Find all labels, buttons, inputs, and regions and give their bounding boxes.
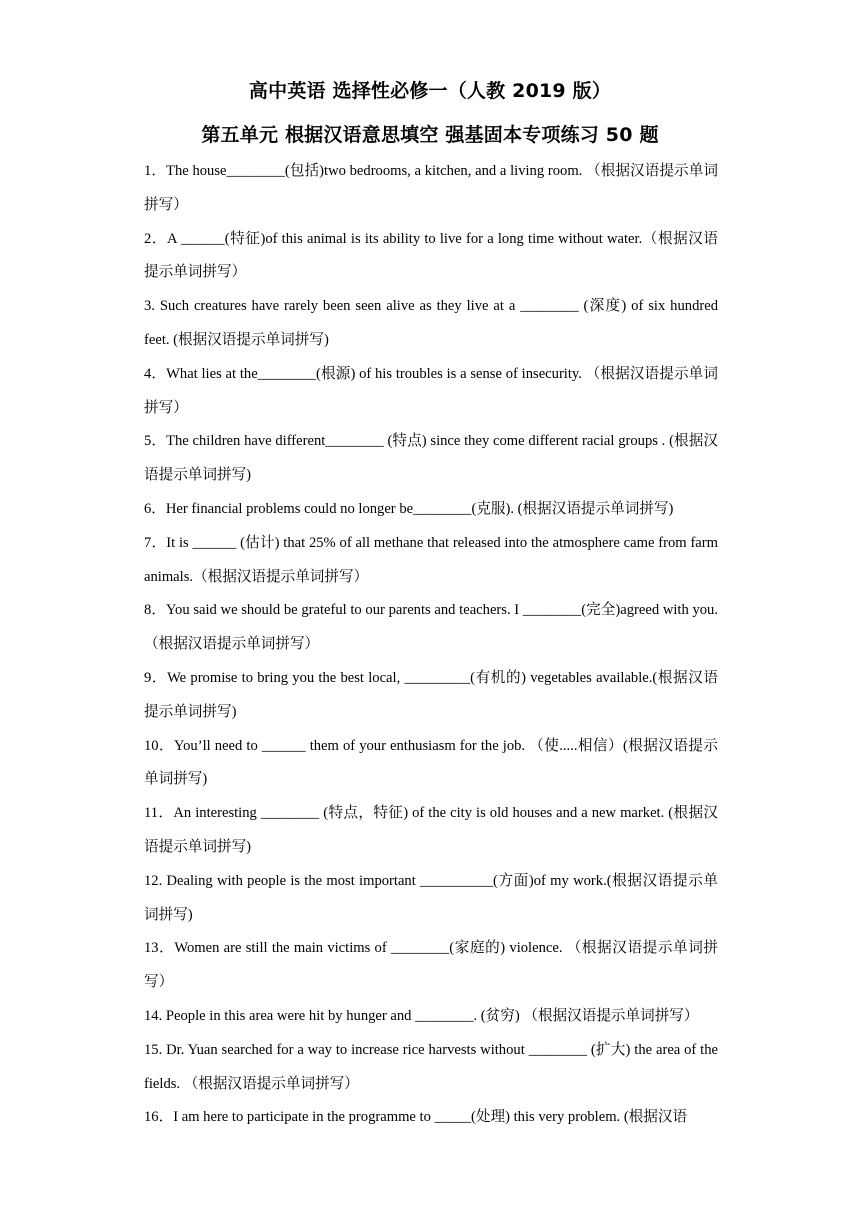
question-item: 6．Her financial problems could no longer be________(克服). (根据汉语提示单词拼写) xyxy=(144,500,674,517)
question-item: 15. Dr. Yuan searched for a way to increase rice harvests without ________ (扩大) the area of the fields. （根据汉语提示单词拼写） xyxy=(144,1041,718,1092)
question-item: 12. Dealing with people is the most important __________(方面)of my work.(根据汉语提示单词拼写) xyxy=(144,872,718,923)
question-item: 5．The children have different________ (特点) since they come different racial groups . (根据汉语提示单词拼写) xyxy=(144,433,718,484)
question-item: 2．A ______(特征)of this animal is its ability to live for a long time without water.（根据汉语提示单词拼写） xyxy=(144,230,718,281)
question-item: 8．You said we should be grateful to our parents and teachers. I ________(完全)agreed with you. （根据汉语提示单词拼写） xyxy=(144,602,718,653)
question-item: 3. Such creatures have rarely been seen alive as they live at a ________ (深度) of six hundred feet. (根据汉语提示单词拼写) xyxy=(144,298,718,348)
question-item: 13．Women are still the main victims of ________(家庭的) violence. （根据汉语提示单词拼写） xyxy=(144,940,718,991)
document-title: 高中英语 选择性必修一（人教 2019 版） xyxy=(248,80,612,102)
document-subtitle: 第五单元 根据汉语意思填空 强基固本专项练习 50 题 xyxy=(201,124,659,146)
question-item: 7．It is ______ (估计) that 25% of all methane that released into the atmosphere came from farm animals.（根据汉语提示单词拼写） xyxy=(144,534,718,585)
question-item: 16．I am here to participate in the programme to _____(处理) this very problem. (根据汉语 xyxy=(144,1109,688,1126)
question-item: 14. People in this area were hit by hunger and ________. (贫穷) （根据汉语提示单词拼写） xyxy=(144,1007,699,1024)
question-item: 9．We promise to bring you the best local, _________(有机的) vegetables available.(根据汉语提示单词拼写) xyxy=(144,669,718,720)
question-item: 4．What lies at the________(根源) of his troubles is a sense of insecurity. （根据汉语提示单词拼写） xyxy=(144,365,718,416)
question-item: 10．You’ll need to ______ them of your enthusiasm for the job. （使.....相信）(根据汉语提示单词拼写) xyxy=(144,737,718,788)
question-list xyxy=(144,155,718,1135)
question-item: 11．An interesting ________ (特点，特征) of the city is old houses and a new market. (根据汉语提示单词拼写) xyxy=(144,805,718,855)
question-item: 1．The house________(包括)two bedrooms, a kitchen, and a living room. （根据汉语提示单词拼写） xyxy=(144,163,718,213)
